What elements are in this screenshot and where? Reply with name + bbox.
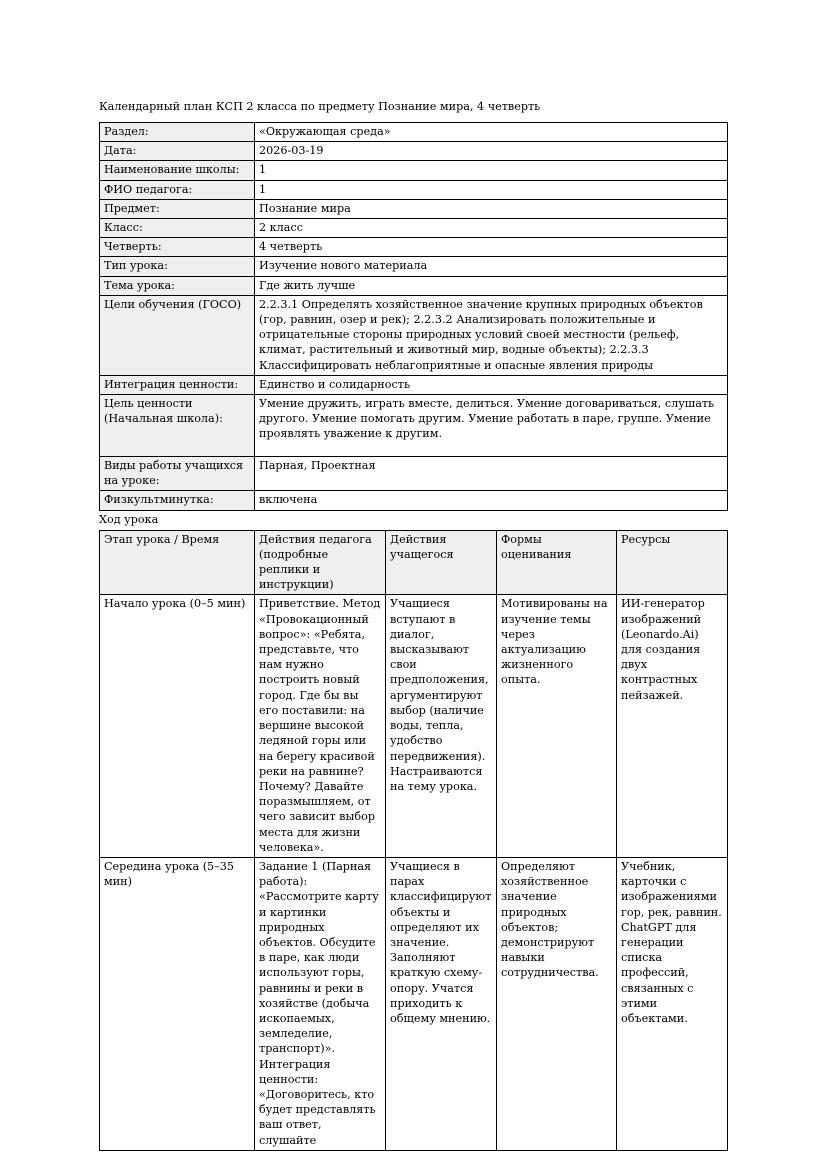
- info-label-teacher: ФИО педагога:: [100, 180, 255, 199]
- column-header-student-actions: Действия учащегося: [386, 530, 497, 595]
- info-label-value-goal: Цель ценности (Начальная школа):: [100, 395, 255, 457]
- page-title: Календарный план КСП 2 класса по предмету Познание мира, 4 четверть: [99, 100, 541, 113]
- table-row: [100, 395, 728, 457]
- info-label-physical-minute: Физкультминутка:: [100, 491, 255, 510]
- table-header-row: [100, 530, 728, 595]
- cell-resources-middle: Учебник, карточки с изображениями гор, рек, равнин. ChatGPT для генерации списка профессий, связанных с этими объектами.: [617, 857, 728, 1150]
- lesson-flow-table: [99, 530, 728, 1151]
- lesson-info-table: [99, 122, 728, 511]
- info-value-work-types: Парная, Проектная: [255, 457, 728, 491]
- cell-student-middle: Учащиеся в парах классифицируют объекты и определяют их значение. Заполняют краткую схему-опору. Учатся приходить к общему мнению.: [386, 857, 497, 1150]
- info-label-quarter: Четверть:: [100, 238, 255, 257]
- info-value-lesson-topic: Где жить лучше: [255, 276, 728, 295]
- table-row: [100, 375, 728, 394]
- info-label-goals: Цели обучения (ГОСО): [100, 295, 255, 375]
- table-row: [100, 457, 728, 491]
- table-row: [100, 276, 728, 295]
- cell-resources-start: ИИ-генератор изображений (Leonardo.Ai) для создания двух контрастных пейзажей.: [617, 595, 728, 857]
- info-label-value-integration: Интеграция ценности:: [100, 375, 255, 394]
- info-label-class: Класс:: [100, 219, 255, 238]
- cell-teacher-start: Приветствие. Метод «Провокационный вопрос»: «Ребята, представьте, что нам нужно построить новый город. Где бы вы его поставили: на вершине высокой ледяной горы или на берегу красивой реки на равнине? Почему? Давайте поразмышляем, от чего зависит выбор места для жизни человека».: [255, 595, 386, 857]
- info-value-teacher: 1: [255, 180, 728, 199]
- info-label-school: Наименование школы:: [100, 161, 255, 180]
- table-row: [100, 257, 728, 276]
- info-value-subject: Познание мира: [255, 199, 728, 218]
- column-header-assessment: Формы оценивания: [497, 530, 617, 595]
- lesson-flow-header: [100, 530, 728, 595]
- info-value-value-integration: Единство и солидарность: [255, 375, 728, 394]
- lesson-flow-body: [100, 595, 728, 1150]
- section-label-lesson-flow: Ход урока: [99, 512, 159, 526]
- info-label-data: Дата:: [100, 142, 255, 161]
- table-row: [100, 238, 728, 257]
- table-row: [100, 595, 728, 857]
- table-row: [100, 295, 728, 375]
- info-value-school: 1: [255, 161, 728, 180]
- table-row: [100, 491, 728, 510]
- info-label-subject: Предмет:: [100, 199, 255, 218]
- table-row: [100, 199, 728, 218]
- cell-assessment-start: Мотивированы на изучение темы через актуализацию жизненного опыта.: [497, 595, 617, 857]
- info-value-razdel: «Окружающая среда»: [255, 123, 728, 142]
- column-header-teacher-actions: Действия педагога (подробные реплики и инструкции): [255, 530, 386, 595]
- cell-assessment-middle: Определяют хозяйственное значение природных объектов; демонстрируют навыки сотрудничества.: [497, 857, 617, 1150]
- info-value-physical-minute: включена: [255, 491, 728, 510]
- info-label-lesson-topic: Тема урока:: [100, 276, 255, 295]
- column-header-stage: Этап урока / Время: [100, 530, 255, 595]
- cell-stage-start: Начало урока (0–5 мин): [100, 595, 255, 857]
- info-value-goals: 2.2.3.1 Определять хозяйственное значение крупных природных объектов (гор, равнин, озер и рек); 2.2.3.2 Анализировать положительные и отрицательные стороны природных условий своей местности (рельеф, климат, растительный и животный мир, водные объекты); 2.2.3.3 Классифицировать неблагоприятные и опасные явления природы: [255, 295, 728, 375]
- info-value-lesson-type: Изучение нового материала: [255, 257, 728, 276]
- info-value-quarter: 4 четверть: [255, 238, 728, 257]
- info-value-data: 2026-03-19: [255, 142, 728, 161]
- info-label-razdel: Раздел:: [100, 123, 255, 142]
- table-row: [100, 180, 728, 199]
- table-row: [100, 857, 728, 1150]
- table-row: [100, 161, 728, 180]
- info-label-lesson-type: Тип урока:: [100, 257, 255, 276]
- info-label-work-types: Виды работы учащихся на уроке:: [100, 457, 255, 491]
- table-row: [100, 219, 728, 238]
- table-row: [100, 123, 728, 142]
- cell-student-start: Учащиеся вступают в диалог, высказывают свои предположения, аргументируют выбор (наличие воды, тепла, удобство передвижения). Настраиваются на тему урока.: [386, 595, 497, 857]
- cell-stage-middle: Середина урока (5–35 мин): [100, 857, 255, 1150]
- column-header-resources: Ресурсы: [617, 530, 728, 595]
- cell-teacher-middle: Задание 1 (Парная работа): «Рассмотрите карту и картинки природных объектов. Обсудите в паре, как люди используют горы, равнины и реки в хозяйстве (добыча ископаемых, земледелие, транспорт)». Интеграция ценности: «Договоритесь, кто будет представлять ваш ответ, слушайте: [255, 857, 386, 1150]
- info-value-value-goal: Умение дружить, играть вместе, делиться. Умение договариваться, слушать другого. Умение помогать другим. Умение работать в паре, группе. Умение проявлять уважение к другим.: [255, 395, 728, 457]
- table-row: [100, 142, 728, 161]
- lesson-info-body: [100, 123, 728, 511]
- info-value-class: 2 класс: [255, 219, 728, 238]
